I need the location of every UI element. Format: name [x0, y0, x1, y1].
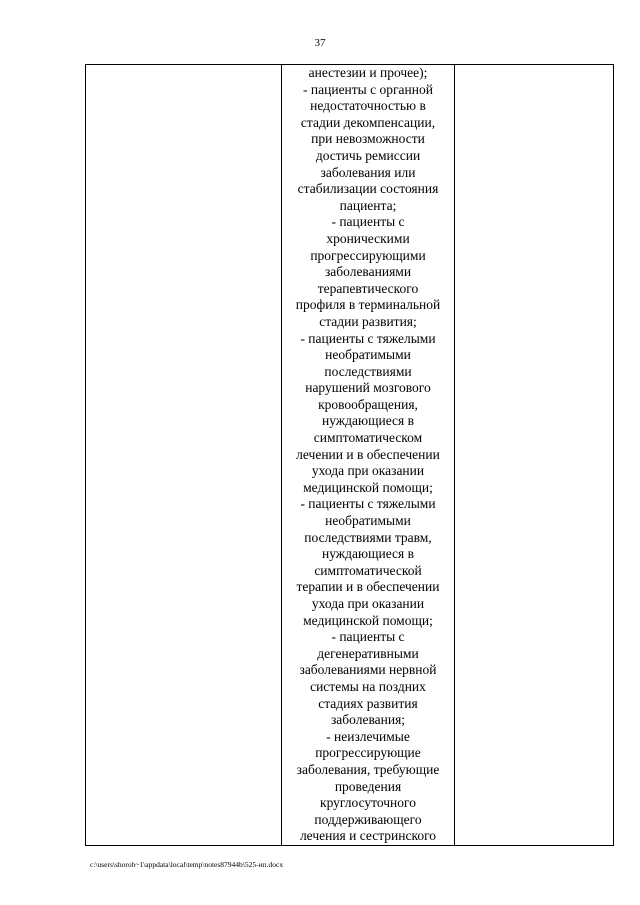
cell-line: пациента; — [339, 197, 397, 213]
cell-line: - пациенты с тяжелыми — [300, 496, 436, 512]
cell-line: нарушений мозгового — [305, 380, 431, 396]
cell-line: системы на поздних — [310, 678, 426, 694]
page-number: 37 — [314, 37, 326, 49]
cell-line: хроническими — [326, 230, 410, 246]
table-row — [86, 65, 614, 846]
cell-line: прогрессирующими — [310, 247, 426, 263]
cell-line: проведения — [334, 778, 402, 794]
cell-line: симптоматической — [314, 562, 422, 578]
cell-middle-text — [282, 65, 454, 845]
cell-line: при невозможности — [311, 131, 425, 147]
cell-line: заболевания или — [320, 164, 416, 180]
cell-line: заболеваниями — [324, 264, 412, 280]
cell-line: симптоматическом — [313, 430, 423, 446]
cell-line: - пациенты с — [331, 214, 405, 230]
cell-line: стадии декомпенсации, — [300, 114, 436, 130]
cell-line: достичь ремиссии — [315, 147, 421, 163]
cell-line: заболевания, требующие — [296, 761, 440, 777]
cell-line: круглосуточного — [320, 795, 416, 811]
cell-line: анестезии и прочее); — [308, 65, 428, 80]
cell-line: кровообращения, — [318, 396, 418, 412]
cell-line: профиля в терминальной — [295, 297, 441, 313]
footer-file-path: c:\users\shoroh~1\appdata\local\temp\notes87944b\525-ип.docx — [90, 860, 284, 869]
content-table — [85, 64, 614, 846]
cell-line: последствиями — [324, 363, 412, 379]
cell-line: стабилизации состояния — [297, 181, 439, 197]
cell-line: последствиями травм, — [304, 529, 432, 545]
cell-line: терапевтического — [317, 280, 419, 296]
cell-line: медицинской помощи; — [303, 479, 433, 495]
cell-line: прогрессирующие — [315, 745, 421, 761]
cell-line: ухода при оказании — [311, 463, 425, 479]
cell-line: дегенеративными — [317, 645, 419, 661]
cell-line: необратимыми — [325, 513, 411, 529]
cell-line: заболеваниями нервной — [299, 662, 437, 678]
cell-line: стадии развития; — [319, 313, 417, 329]
cell-line: стадиях развития — [318, 695, 418, 711]
cell-line: лечении и в обеспечении — [296, 446, 440, 462]
cell-line: - пациенты с тяжелыми — [300, 330, 436, 346]
table-cell-middle — [282, 65, 455, 846]
cell-line: заболевания; — [330, 712, 406, 728]
cell-line: недостаточностью в — [310, 98, 426, 114]
cell-line: необратимыми — [325, 347, 411, 363]
cell-line: нуждающиеся в — [322, 546, 414, 562]
cell-line: нуждающиеся в — [322, 413, 414, 429]
cell-line: - неизлечимые — [326, 728, 410, 744]
cell-line: - пациенты с — [331, 629, 405, 645]
cell-line: - пациенты с органной — [303, 81, 433, 97]
cell-line: лечения и сестринского — [299, 828, 437, 844]
cell-line: поддерживающего — [314, 811, 422, 827]
cell-line: ухода при оказании — [311, 596, 425, 611]
cell-line: терапии и в обеспечении — [296, 579, 440, 595]
table-cell-left — [86, 65, 282, 846]
cell-line: медицинской помощи; — [303, 612, 433, 628]
table-cell-right — [455, 65, 614, 846]
